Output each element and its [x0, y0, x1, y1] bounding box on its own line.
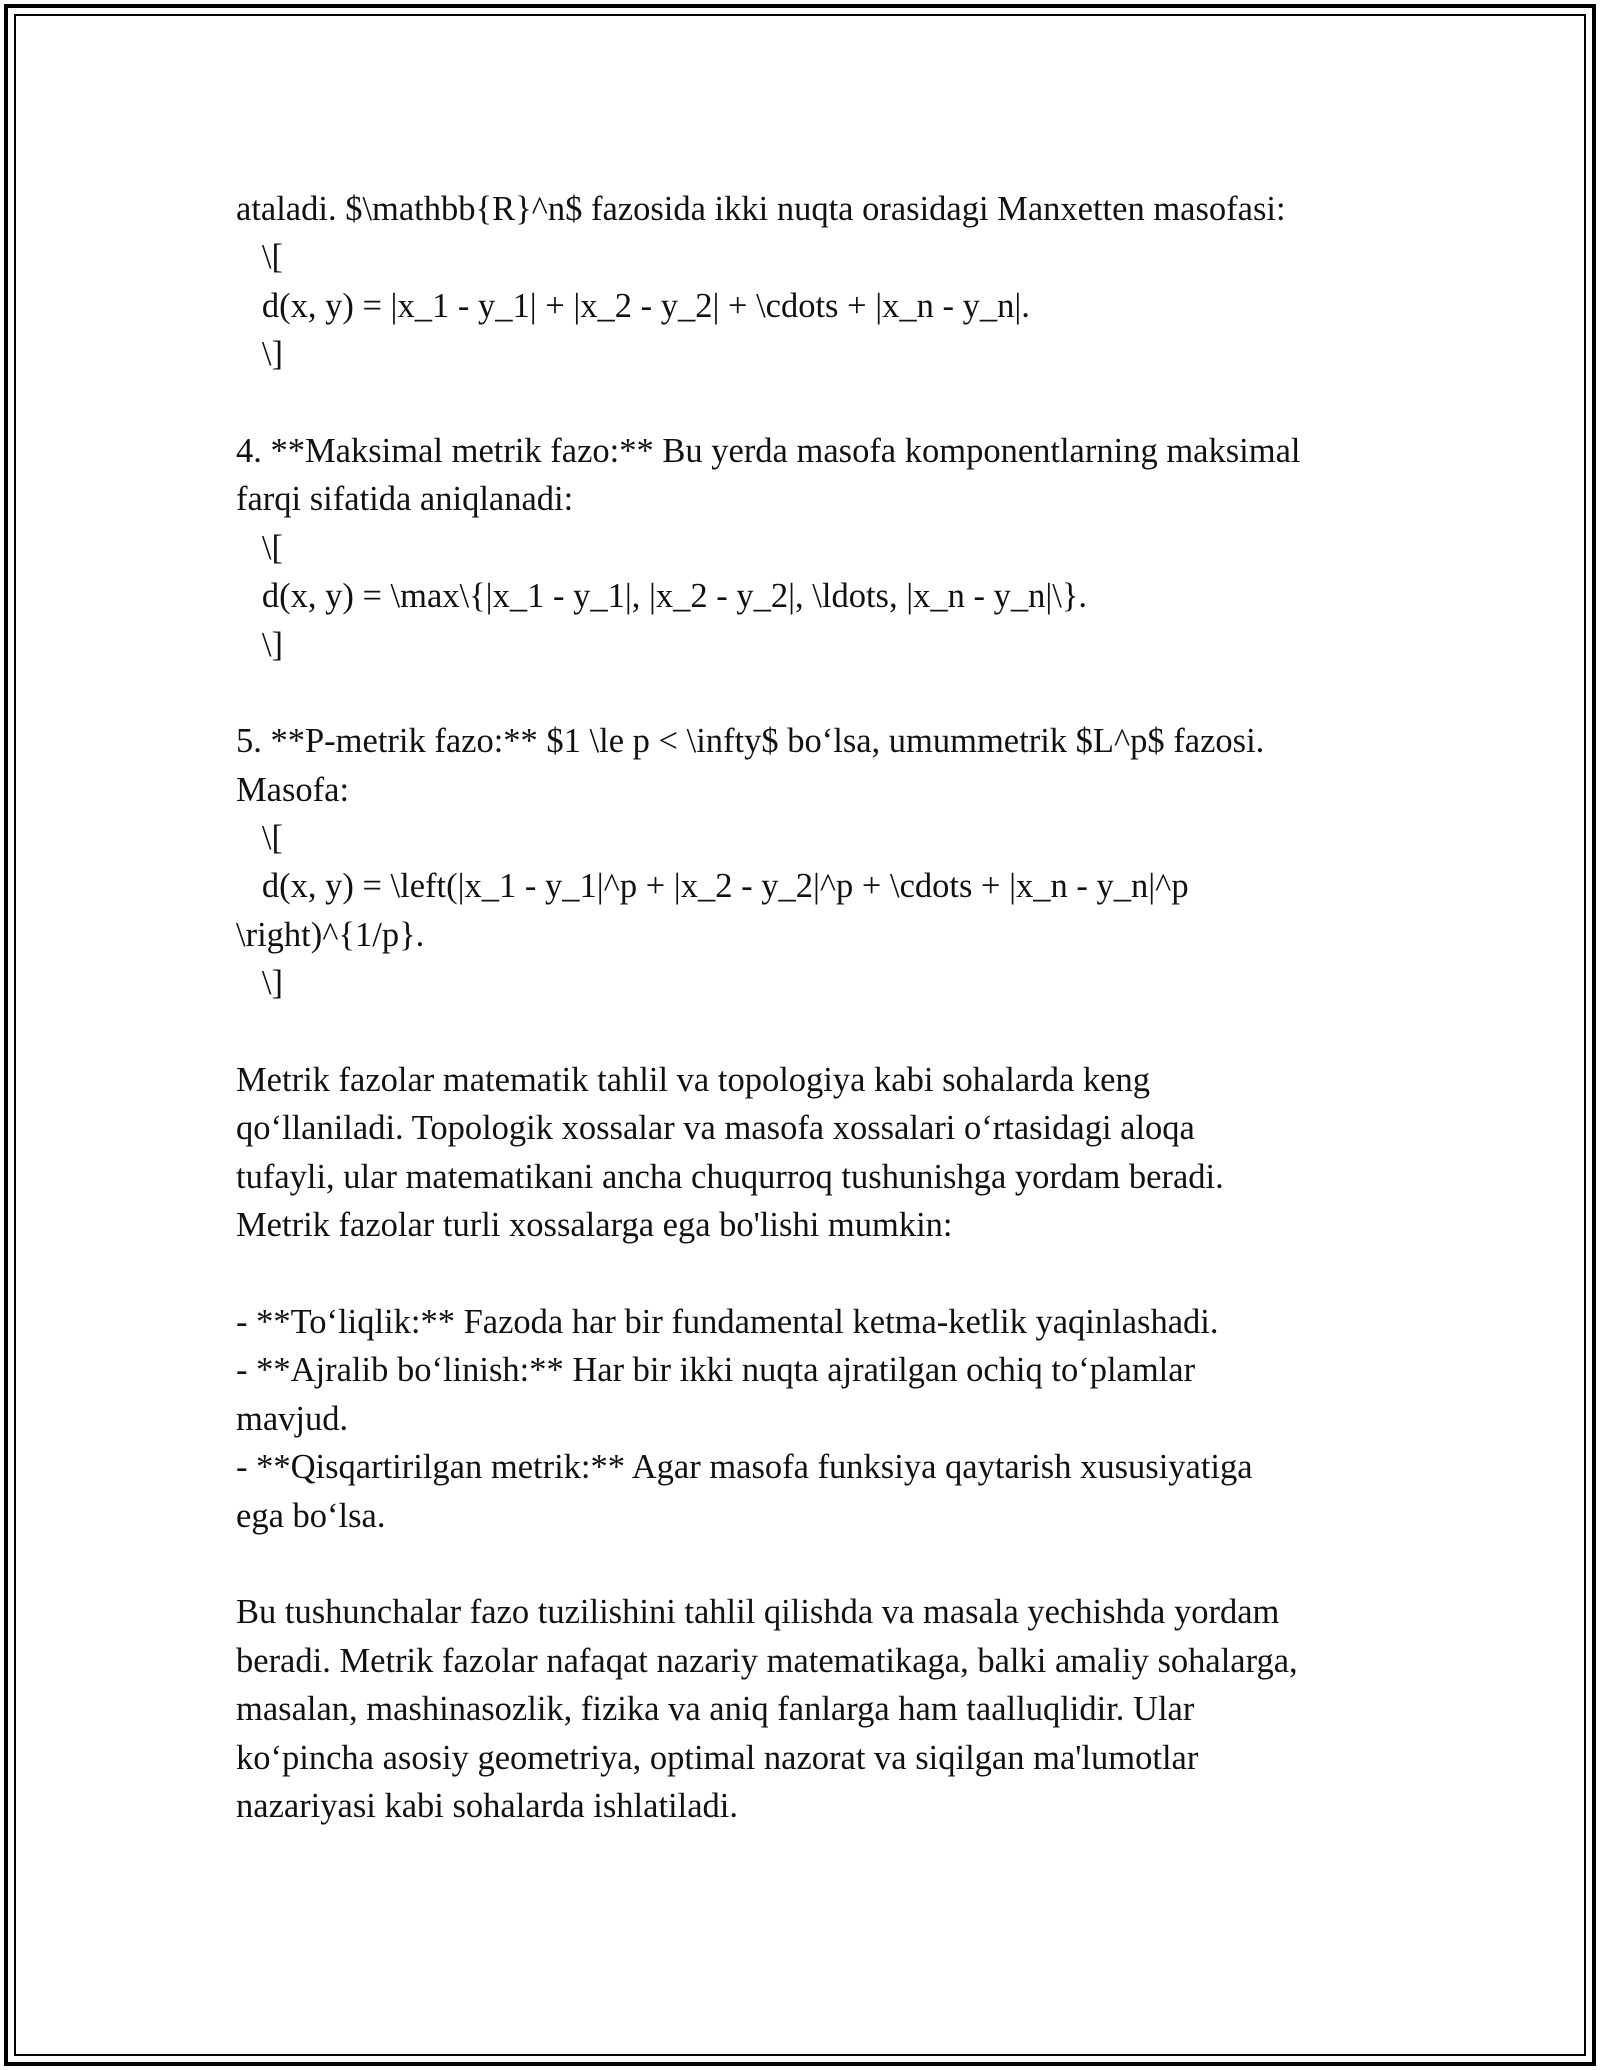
- text-line: ega bo‘lsa.: [236, 1496, 386, 1535]
- text-line: \]: [236, 625, 283, 664]
- text-line: 5. **P-metrik fazo:** $1 \le p < \infty$ bo‘lsa, umummetrik $L^p$ fazosi.: [236, 722, 1265, 761]
- text-line: \[: [236, 238, 283, 277]
- text-line: - **Ajralib bo‘linish:** Har bir ikki nuqta ajratilgan ochiq to‘plamlar: [236, 1351, 1196, 1390]
- text-line: d(x, y) = \left(|x_1 - y_1|^p + |x_2 - y_2|^p + \cdots + |x_n - y_n|^p: [236, 867, 1189, 906]
- text-line: Masofa:: [236, 770, 350, 809]
- text-line: \]: [236, 335, 283, 374]
- text-line: beradi. Metrik fazolar nafaqat nazariy matematikaga, balki amaliy sohalarga,: [236, 1641, 1298, 1680]
- paragraph-gap: [236, 379, 1416, 427]
- text-line: qo‘llaniladi. Topologik xossalar va masofa xossalari o‘rtasidagi aloqa: [236, 1109, 1195, 1148]
- text-line: \]: [236, 964, 283, 1003]
- text-line: masalan, mashinasozlik, fizika va aniq fanlarga ham taalluqlidir. Ular: [236, 1690, 1195, 1729]
- text-line: Bu tushunchalar fazo tuzilishini tahlil qilishda va masala yechishda yordam: [236, 1593, 1280, 1632]
- text-line: \[: [236, 819, 283, 858]
- text-line: - **To‘liqlik:** Fazoda har bir fundamental ketma-ketlik yaqinlashadi.: [236, 1302, 1219, 1341]
- text-line: 4. **Maksimal metrik fazo:** Bu yerda masofa komponentlarning maksimal: [236, 431, 1301, 470]
- text-line: mavjud.: [236, 1399, 349, 1438]
- document-page: [236, 185, 1416, 1830]
- text-line: d(x, y) = \max\{|x_1 - y_1|, |x_2 - y_2|, \ldots, |x_n - y_n|\}.: [236, 577, 1088, 616]
- paragraph-gap: [236, 1008, 1416, 1056]
- paragraph-gap: [236, 669, 1416, 717]
- text-line: \[: [236, 528, 283, 567]
- text-line: ataladi. $\mathbb{R}^n$ fazosida ikki nuqta orasidagi Manxetten masofasi:: [236, 190, 1286, 228]
- text-line: Metrik fazolar matematik tahlil va topologiya kabi sohalarda keng: [236, 1061, 1150, 1100]
- text-line: nazariyasi kabi sohalarda ishlatiladi.: [236, 1786, 738, 1825]
- text-line: ko‘pincha asosiy geometriya, optimal nazorat va siqilgan ma'lumotlar: [236, 1738, 1199, 1777]
- text-line: tufayli, ular matematikani ancha chuqurroq tushunishga yordam beradi.: [236, 1157, 1224, 1196]
- text-line: \right)^{1/p}.: [236, 915, 425, 954]
- text-line: d(x, y) = |x_1 - y_1| + |x_2 - y_2| + \cdots + |x_n - y_n|.: [236, 286, 1030, 325]
- text-line: Metrik fazolar turli xossalarga ega bo'lishi mumkin:: [236, 1206, 953, 1245]
- paragraph-gap: [236, 1540, 1416, 1588]
- paragraph-gap: [236, 1250, 1416, 1298]
- text-line: farqi sifatida aniqlanadi:: [236, 480, 574, 519]
- text-line: - **Qisqartirilgan metrik:** Agar masofa funksiya qaytarish xususiyatiga: [236, 1448, 1253, 1487]
